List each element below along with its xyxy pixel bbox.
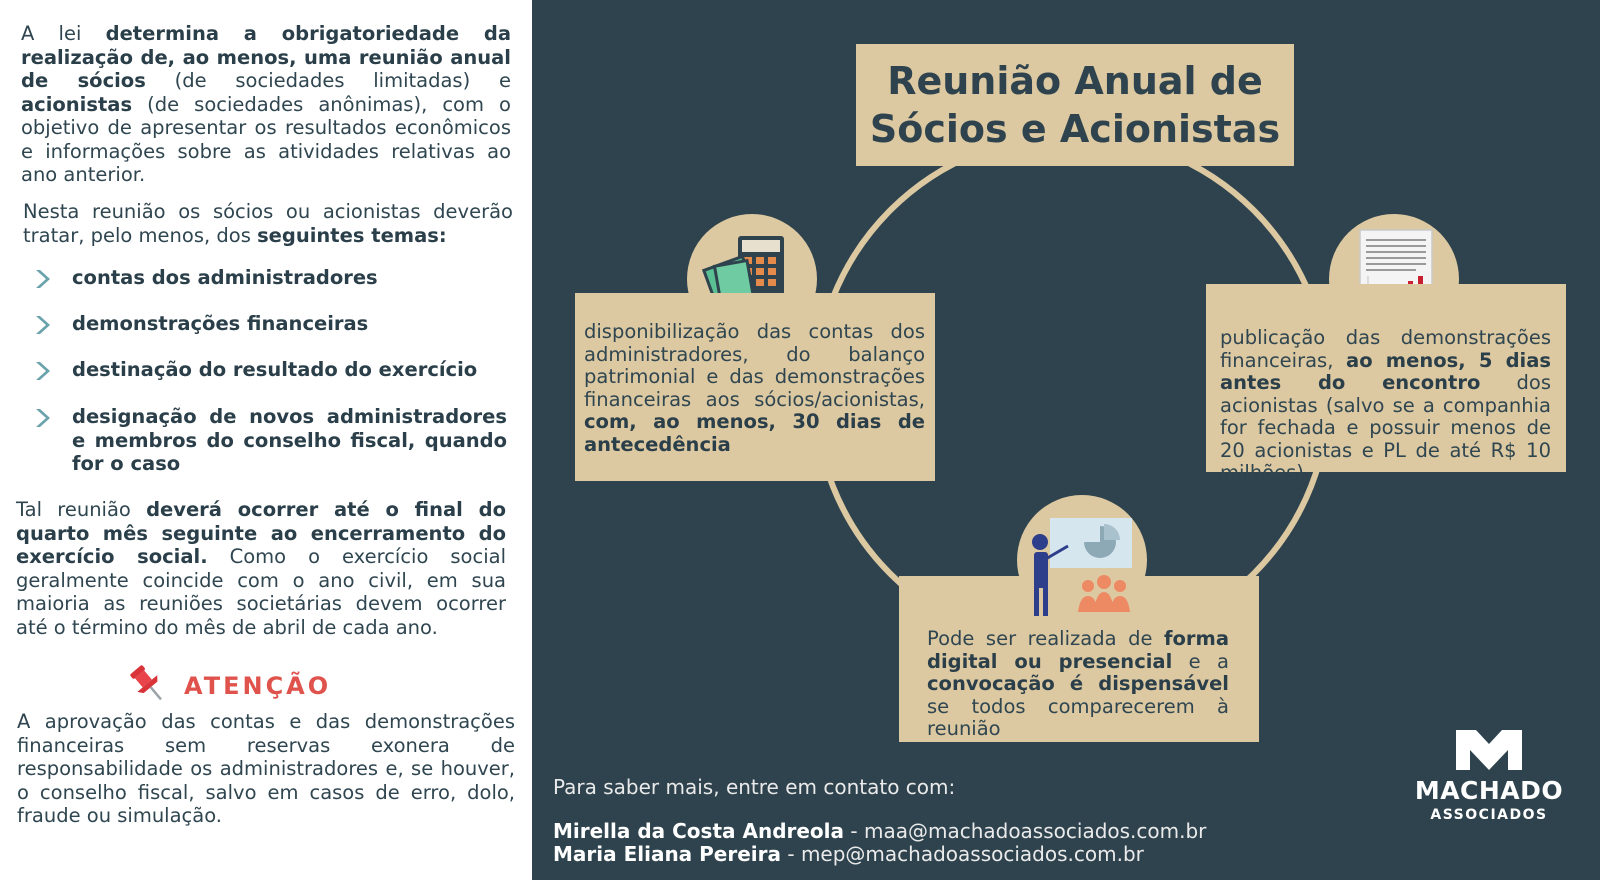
topic-label: designação de novos administradores e membros do conselho fiscal, quando for o caso [72,405,507,475]
contact-email[interactable]: - maa@machadoassociados.com.br [844,819,1207,843]
presenter-icon [1022,516,1138,624]
intro-bold: acionistas [21,92,133,116]
topic-label: demonstrações financeiras [72,312,369,335]
logo-sub: ASSOCIADOS [1430,807,1548,823]
title-line: Reunião Anual de [887,59,1263,103]
card-text: e a [1172,649,1229,673]
topic-label: destinação do resultado do exercício [72,358,478,381]
deadline-text: Como o exercício social geralmente coincide com o ano civil, em sua maioria as reuniões societárias devem ocorrer até o término do mês de abril de cada ano. [16,545,506,639]
card-text: disponibilização das contas dos administradores, do balanço patrimonial e das demonstrações financeiras aos sócios/acionistas, [584,320,925,411]
attention-label: ATENÇÃO [184,672,332,700]
card-text: se todos comparecerem à reunião [927,694,1229,740]
chevron-right-icon [32,407,54,429]
contact-name: Maria Eliana Pereira [553,842,782,866]
card-bold: forma digital ou presencial [927,627,1229,673]
attention-heading [128,664,331,708]
contact-row [553,820,1206,843]
attention-paragraph [17,710,515,828]
topic-item [32,312,502,336]
deadline-paragraph [16,498,506,639]
card-text: Pode ser realizada de [927,627,1165,650]
themes-intro-bold: seguintes temas: [257,223,447,247]
left-panel [0,0,532,880]
page-title [856,44,1294,166]
topic-item [32,266,502,290]
topic-item [32,405,507,476]
topic-label: contas dos administradores [72,266,378,289]
machado-logo-icon [1454,728,1524,772]
intro-text: A lei [21,22,106,45]
info-card-right [1206,284,1566,484]
chevron-right-icon [32,314,54,336]
topic-item [32,358,502,382]
contact-intro [553,776,955,799]
contact-row [553,843,1206,866]
info-card-left [575,293,935,481]
card-bold: ao menos, 5 dias antes do encontro [1220,348,1551,394]
intro-text: (de sociedades limitadas) e [145,69,511,92]
chevron-right-icon [32,360,54,382]
intro-bold: determina a obrigatoriedade da realização de, ao menos, uma reunião anual de sócios [21,22,511,92]
machado-logo [1414,728,1564,823]
contact-list [553,820,1206,866]
card-bold: com, ao menos, 30 dias de antecedência [584,410,925,456]
contact-name: Mirella da Costa Andreola [553,819,845,843]
deadline-bold: deverá ocorrer até o final do quarto mês seguinte ao encerramento do exercício social. [16,498,506,568]
card-text: dos acionistas (salvo se a companhia for fechada e possuir menos de 20 acionistas e PL de até R$ 10 milhões) [1220,371,1551,484]
contact-email[interactable]: - mep@machadoassociados.com.br [781,842,1144,866]
attention-text: A aprovação das contas e das demonstrações financeiras sem reservas exonera de responsabilidade os administradores e, se houver, o conselho fiscal, salvo em casos de erro, dolo, fraude ou simulação. [17,710,515,827]
deadline-text: Tal reunião [16,498,147,521]
logo-name: MACHADO [1414,776,1564,805]
card-bold: convocação é dispensável [927,672,1229,695]
intro-paragraph [21,22,511,187]
themes-intro-text: Nesta reunião os sócios ou acionistas deverão tratar, pelo menos, dos [23,200,513,247]
contact-intro-text: Para saber mais, entre em contato com: [553,775,956,799]
pushpin-icon [128,664,164,708]
chevron-right-icon [32,268,54,290]
themes-intro-paragraph [23,200,513,247]
title-line: Sócios e Acionistas [869,107,1281,151]
card-text: publicação das demonstrações financeiras, [1220,326,1551,372]
intro-text: (de sociedades anônimas), com o objetivo de apresentar os resultados econômicos e informações sobre as atividades relativas ao ano anterior. [21,92,511,186]
